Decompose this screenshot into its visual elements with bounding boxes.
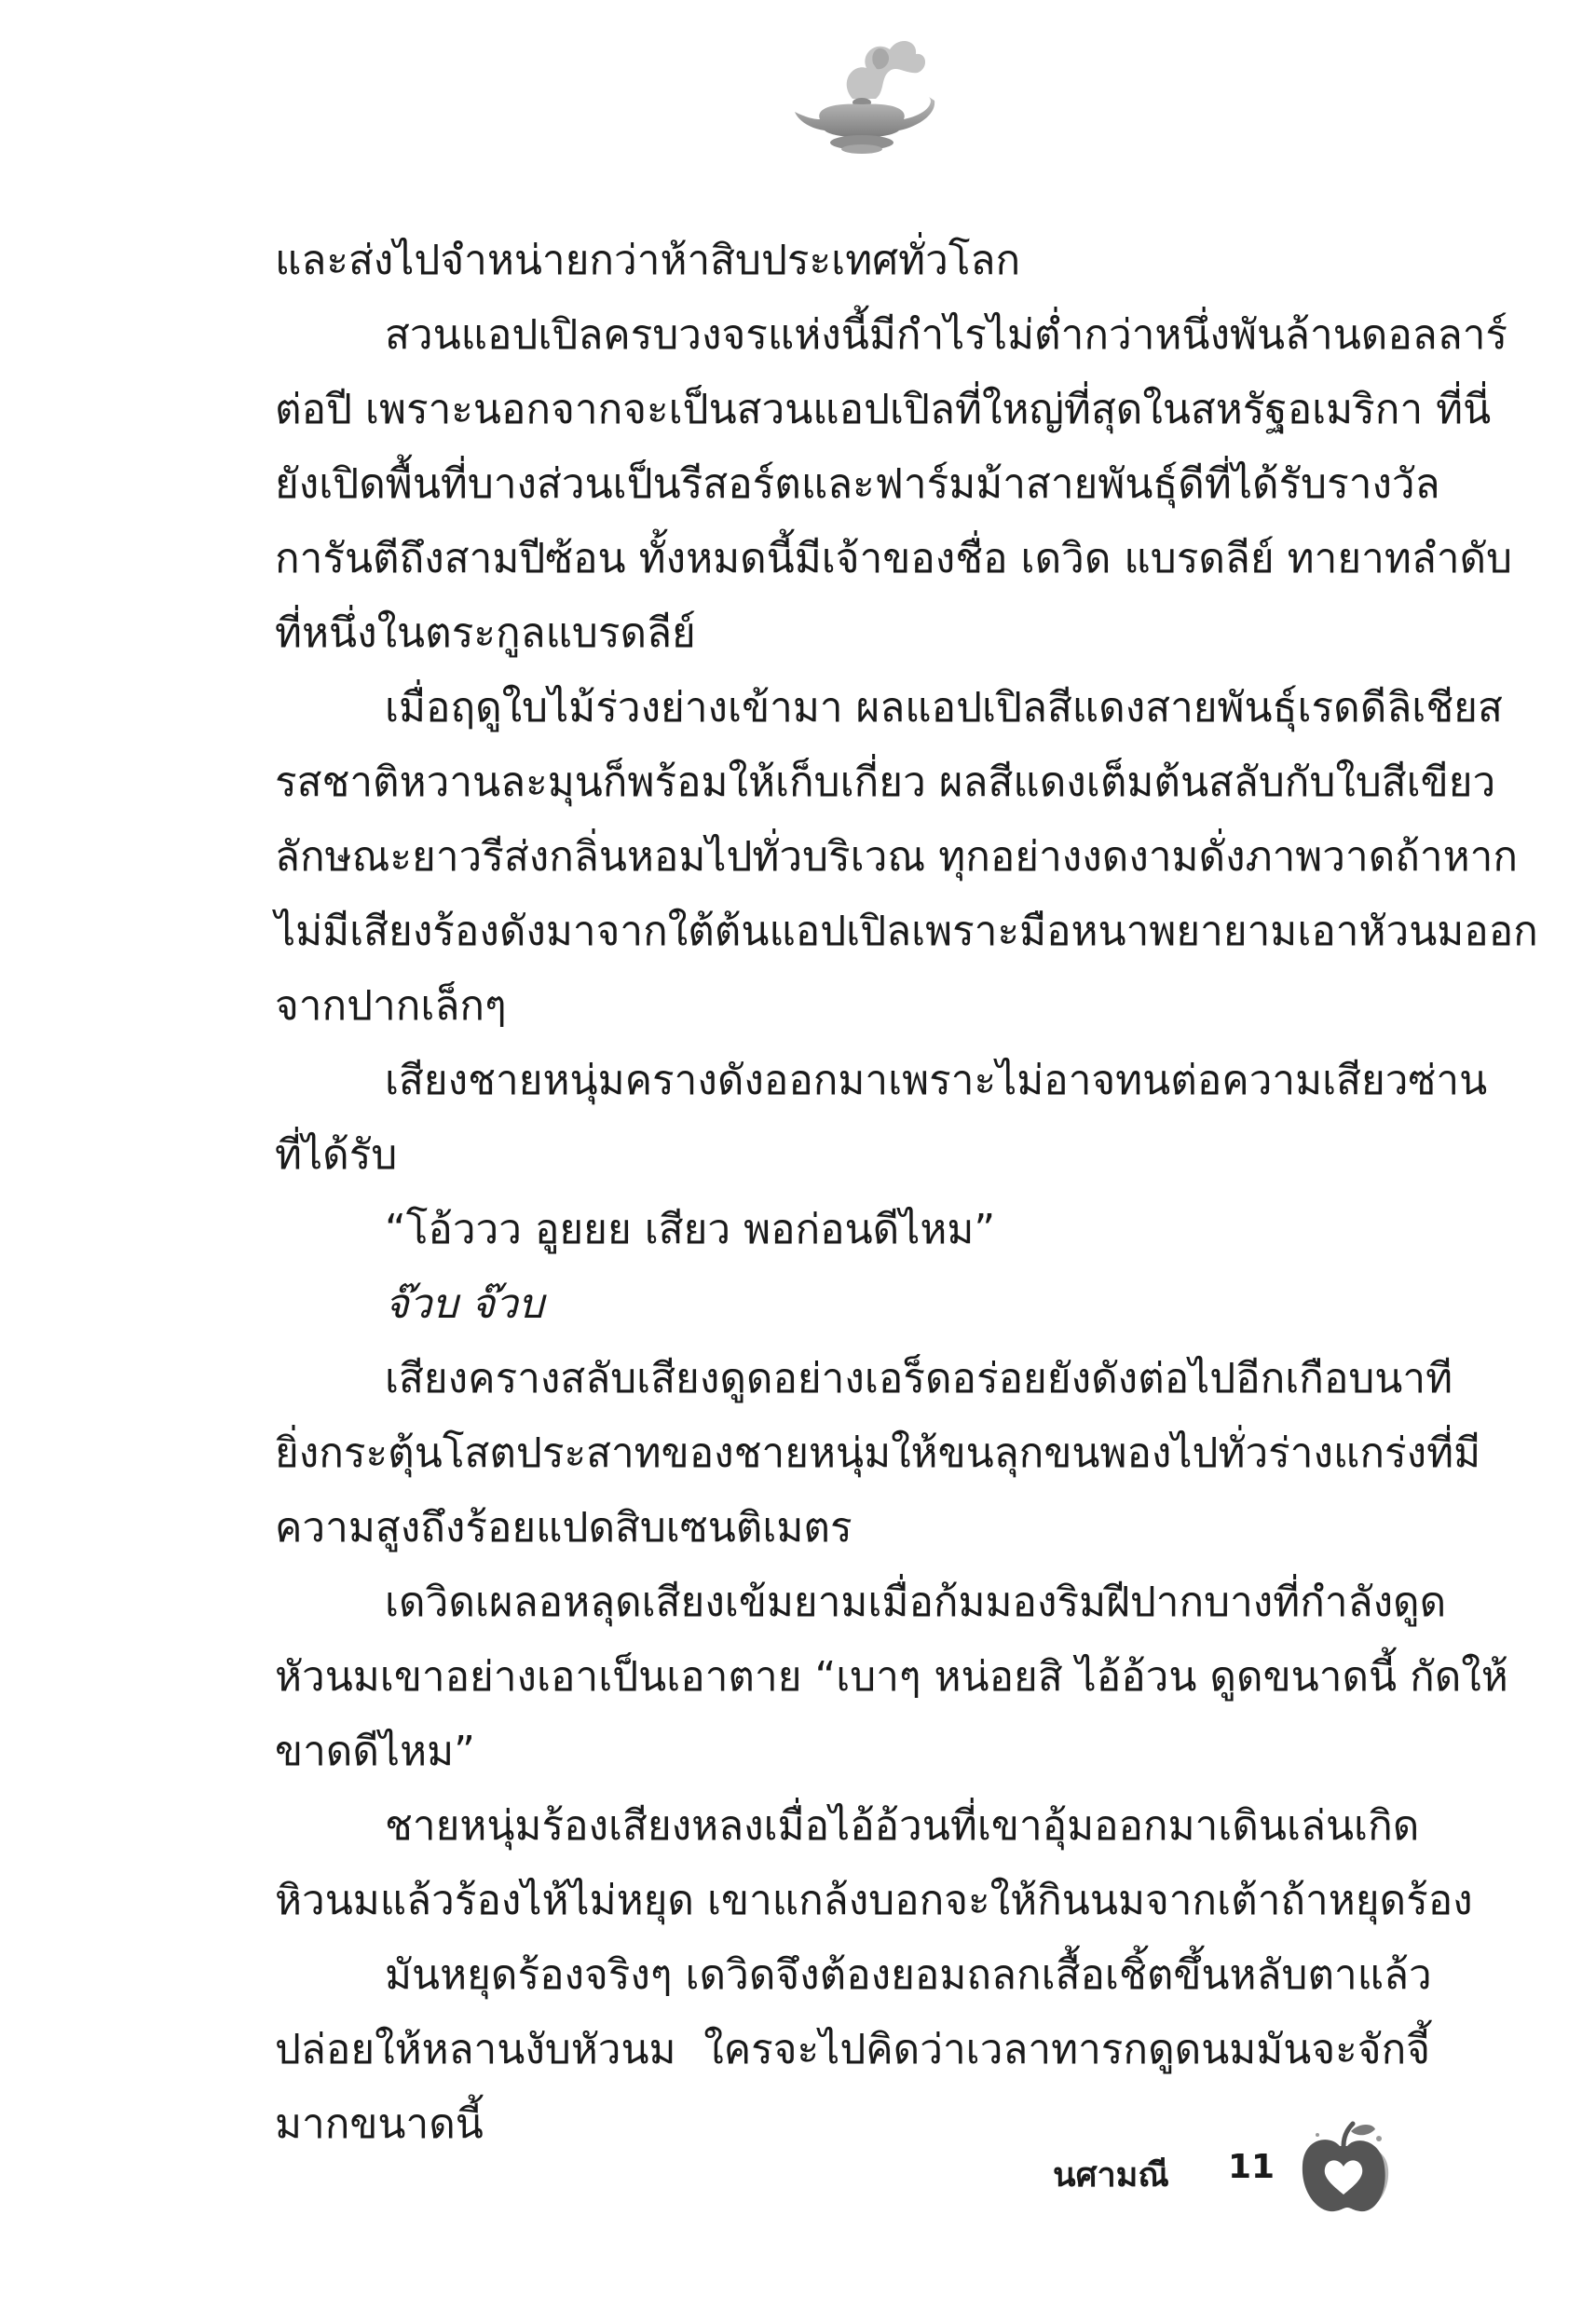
paragraph-line: มันหยุดร้องจริงๆ เดวิดจึงต้องยอมถลกเสื้อเชิ้ตขึ้นหลับตาแล้ว [385,1951,1432,1999]
paragraph-line: ลักษณะยาวรีส่งกลิ่นหอมไปทั่วบริเวณ ทุกอย่างงดงามดั่งภาพวาดถ้าหาก [275,833,1518,881]
paragraph-line: และส่งไปจำหน่ายกว่าห้าสิบประเทศทั่วโลก [275,237,1021,284]
paragraph-line: ที่ได้รับ [275,1131,398,1179]
paragraph-line: จากปากเล็กๆ [275,982,507,1030]
paragraph-line: มากขนาดนี้ [275,2100,484,2148]
paragraph-line: เมื่อฤดูใบไม้ร่วงย่างเข้ามา ผลแอปเปิลสีแดงสายพันธุ์เรดดีลิเชียส [385,684,1503,732]
paragraph-line: ปล่อยให้หลานงับหัวนม ใครจะไปคิดว่าเวลาทารกดูดนมมันจะจักจี้ [275,2026,1430,2073]
author-name: นศามณี [1053,2156,1169,2195]
paragraph-line: หิวนมแล้วร้องไห้ไม่หยุด เขาแกล้งบอกจะให้กินนมจากเต้าถ้าหยุดร้อง [275,1877,1473,1924]
paragraph-line: ชายหนุ่มร้องเสียงหลงเมื่อไอ้อ้วนที่เขาอุ้มออกมาเดินเล่นเกิด [385,1802,1420,1850]
paragraph-line: เสียงครางสลับเสียงดูดอย่างเอร็ดอร่อยยังดังต่อไปอีกเกือบนาที [385,1355,1453,1402]
paragraph-line: การันตีถึงสามปีซ้อน ทั้งหมดนี้มีเจ้าของชื่อ เดวิด แบรดลีย์ ทายาทลำดับ [275,535,1513,582]
paragraph-line: ไม่มีเสียงร้องดังมาจากใต้ต้นแอปเปิลเพราะมือหนาพยายามเอาหัวนมออก [275,908,1538,955]
page-footer [0,2111,1596,2232]
body-text [275,224,1538,2162]
paragraph-line: เสียงชายหนุ่มครางดังออกมาเพราะไม่อาจทนต่อความเสียวซ่าน [385,1057,1488,1104]
paragraph-line: ยิ่งกระตุ้นโสตประสาทของชายหนุ่มให้ขนลุกขนพองไปทั่วร่างแกร่งที่มี [275,1429,1481,1477]
apple-heart-icon [1295,2118,1398,2221]
paragraph-line: รสชาติหวานละมุนก็พร้อมให้เก็บเกี่ยว ผลสีแดงเต็มต้นสลับกับใบสีเขียว [275,759,1496,806]
paragraph-line: สวนแอปเปิลครบวงจรแห่งนี้มีกำไรไม่ต่ำกว่าหนึ่งพันล้านดอลลาร์ [385,311,1508,359]
dialogue-line: “โอ้ววว อูยยย เสียว พอก่อนดีไหม” [385,1206,996,1253]
paragraph-line: เดวิดเผลอหลุดเสียงเข้มยามเมื่อก้มมองริมฝีปากบางที่กำลังดูด [385,1579,1447,1626]
sound-effect-line: จ๊วบ จ๊วบ [385,1280,544,1328]
paragraph-line: ขาดดีไหม” [275,1728,475,1775]
paragraph-line: ที่หนึ่งในตระกูลแบรดลีย์ [275,609,696,657]
paragraph-line: หัวนมเขาอย่างเอาเป็นเอาตาย “เบาๆ หน่อยสิ ไอ้อ้วน ดูดขนาดนี้ กัดให้ [275,1653,1508,1701]
paragraph-line: ความสูงถึงร้อยแปดสิบเซนติเมตร [275,1504,853,1552]
paragraph-line: ยังเปิดพื้นที่บางส่วนเป็นรีสอร์ตและฟาร์มม้าสายพันธุ์ดีที่ได้รับรางวัล [275,460,1440,508]
paragraph-line: ต่อปี เพราะนอกจากจะเป็นสวนแอปเปิลที่ใหญ่ที่สุดในสหรัฐอเมริกา ที่นี่ [275,386,1492,433]
page-number: 11 [1228,2148,1275,2186]
genie-lamp-icon [787,26,936,166]
